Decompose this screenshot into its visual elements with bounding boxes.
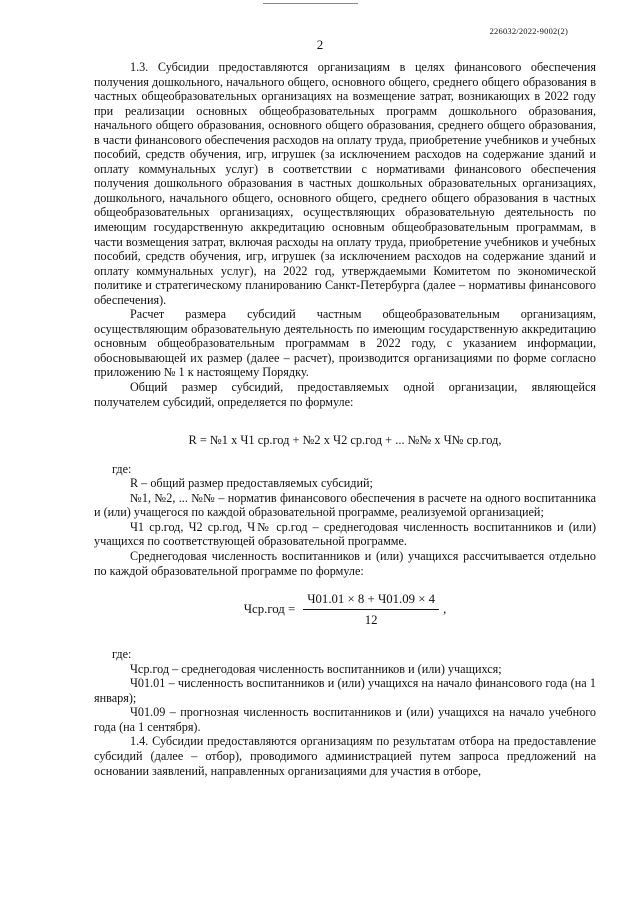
page-number: 2 [316,37,324,52]
definition-r: R – общий размер предоставляемых субсидий; [130,476,373,491]
formula-denominator: 12 [364,612,378,627]
paragraph-calculation: Расчет размера субсидий частным общеобразовательным организациям, осуществляющим образовательную деятельность по имеющим государственную аккредитацию основным общеобразовательным программам в 2022 году, с указанием информации, обосновывающей их размер (далее – расчет), производится организациями по форме согласно приложению № 1 к настоящему Порядку. [94,307,596,380]
document-body [94,60,596,778]
definition-normative: №1, №2, ... №№ – норматив финансового обеспечения в расчете на одного воспитанника и (или) учащегося по каждой образовательной программе, реализуемой организацией; [94,490,596,520]
where-label-1: где: [112,461,132,476]
paragraph-1-3: 1.3. Субсидии предоставляются организациям в целях финансового обеспечения получения дошкольного, начального общего, основного общего, среднего общего образования в частных общеобразовательных организациях на возмещение затрат, возникающих в 2022 году при реализации основных общеобразовательных программ дошкольного образования, начального общего образования, основного общего образования, среднего общего образования, в части финансового обеспечения расходов на оплату труда, приобретение учебников и учебных пособий, средств обучения, игр, игрушек (за исключением расходов на содержание зданий и оплату коммунальных услуг) в соответствии с нормативами финансового обеспечения получения дошкольного образования в частных дошкольных образовательных организациях, дошкольного, начального общего, основного общего, среднего общего образования в частных общеобразовательных организациях, осуществляющих образовательную деятельность по имеющим государственную аккредитацию основным общеобразовательным программам, в части возмещения затрат, включая расходы на оплату труда, приобретение учебников и учебных пособий, средств обучения, игр, игрушек (за исключением расходов на содержание зданий и оплату коммунальных услуг), на 2022 год, утверждаемыми Комитетом по экономической политике и стратегическому планированию Санкт-Петербурга (далее – нормативы финансового обеспечения). [94,60,596,307]
definition-ch0109: Ч01.09 – прогнозная численность воспитанников и (или) учащихся на начало учебного года (на 1 сентября). [94,705,596,734]
paragraph-total-formula-intro: Общий размер субсидий, предоставляемых одной организации, являющейся получателем субсидий, определяется по формуле: [94,380,596,409]
paragraph-1-4: 1.4. Субсидии предоставляются организациям по результатам отбора на предоставление субсидий (далее – отбор), проводимого администрацией путем запроса предложений на основании заявлений, направленных организациями для участия в отборе, [94,734,596,778]
definition-ch0101: Ч01.01 – численность воспитанников и (или) учащихся на начало финансового года (на 1 января); [94,676,596,705]
formula-average-count [94,592,596,627]
formula-fraction [303,592,439,627]
formula-total-subsidy: R = №1 x Ч1 ср.год + №2 x Ч2 ср.год + ... №№ x Ч№ ср.год, [188,433,502,448]
document-id: 226032/2022-9002(2) [489,26,568,36]
top-rule [263,3,358,4]
definition-avg-count: Ч1 ср.год, Ч2 ср.год, Ч№ ср.год – среднегодовая численность воспитанников и (или) учащихся по соответствующей образовательной программе. [94,519,596,549]
formula-tail: , [443,602,447,617]
paragraph-avg-formula-intro: Среднегодовая численность воспитанников и (или) учащихся рассчитывается отдельно по каждой образовательной программе по формуле: [94,548,596,578]
formula-numerator: Ч01.01 × 8 + Ч01.09 × 4 [303,592,439,610]
where-label-2: где: [112,647,132,662]
definition-chsr: Чср.год – среднегодовая численность воспитанников и (или) учащихся; [130,661,502,676]
formula-lhs: Чср.год = [243,602,296,617]
